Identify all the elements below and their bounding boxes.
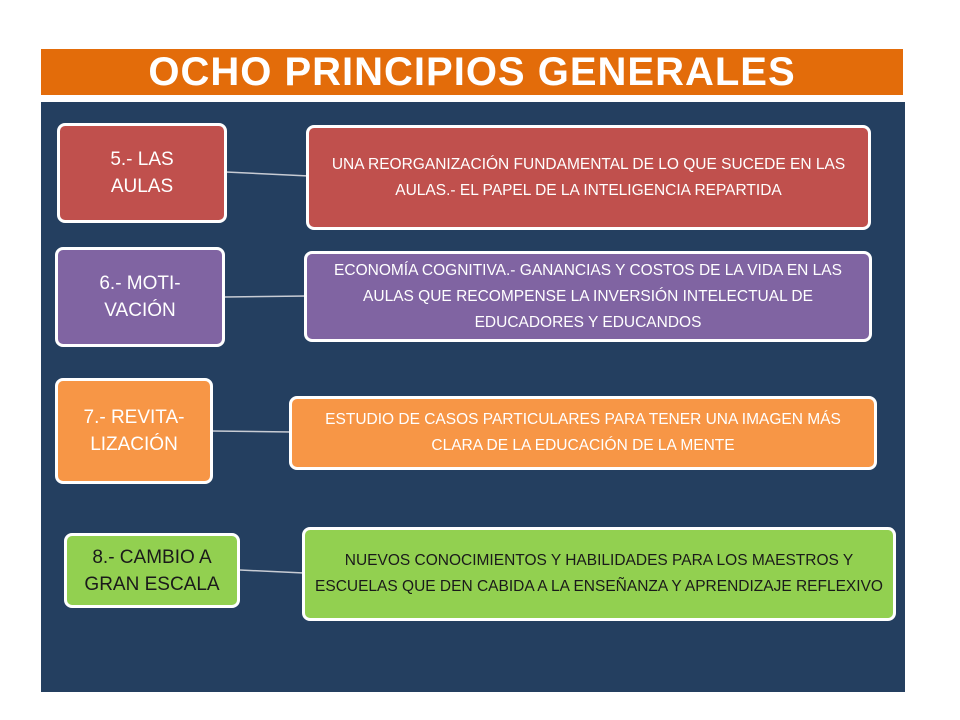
principle-6-label: 6.- MOTI-VACIÓN: [99, 273, 181, 321]
principle-7-label-box: [55, 378, 213, 484]
principle-5-description-box: [306, 125, 871, 230]
principle-6-description: ECONOMÍA COGNITIVA.- GANANCIAS Y COSTOS DE LA VIDA EN LAS AULAS QUE RECOMPENSE LA INVERSIÓN INTELECTUAL DE EDUCADORES Y EDUCANDOS: [334, 261, 842, 331]
principle-8-label: 8.- CAMBIO A GRAN ESCALA: [84, 546, 220, 595]
principle-8-description: NUEVOS CONOCIMIENTOS Y HABILIDADES PARA LOS MAESTROS Y ESCUELAS QUE DEN CABIDA A LA ENSEÑANZA Y APRENDIZAJE REFLEXIVO: [315, 552, 883, 595]
connector-line-5: [226, 172, 309, 176]
principle-7-description: ESTUDIO DE CASOS PARTICULARES PARA TENER UNA IMAGEN MÁS CLARA DE LA EDUCACIÓN DE LA MENTE: [325, 411, 841, 454]
principle-8-label-box: [64, 533, 240, 608]
principle-5-description: UNA REORGANIZACIÓN FUNDAMENTAL DE LO QUE SUCEDE EN LAS AULAS.- EL PAPEL DE LA INTELIGENCIA REPARTIDA: [331, 155, 846, 199]
principle-6-label-box: [55, 247, 225, 347]
principle-7-description-box: [289, 396, 877, 470]
page-title: OCHO PRINCIPIOS GENERALES: [148, 49, 796, 94]
connector-line-6: [224, 296, 307, 297]
principle-8-description-box: [302, 527, 896, 621]
principle-7-label: 7.- REVITA-LIZACIÓN: [83, 407, 185, 455]
connector-line-7: [212, 431, 292, 432]
principle-5-label-box: [57, 123, 227, 223]
principle-5-label: 5.- LAS AULAS: [110, 149, 174, 197]
connector-line-8: [240, 570, 304, 573]
principle-6-description-box: [304, 251, 872, 342]
